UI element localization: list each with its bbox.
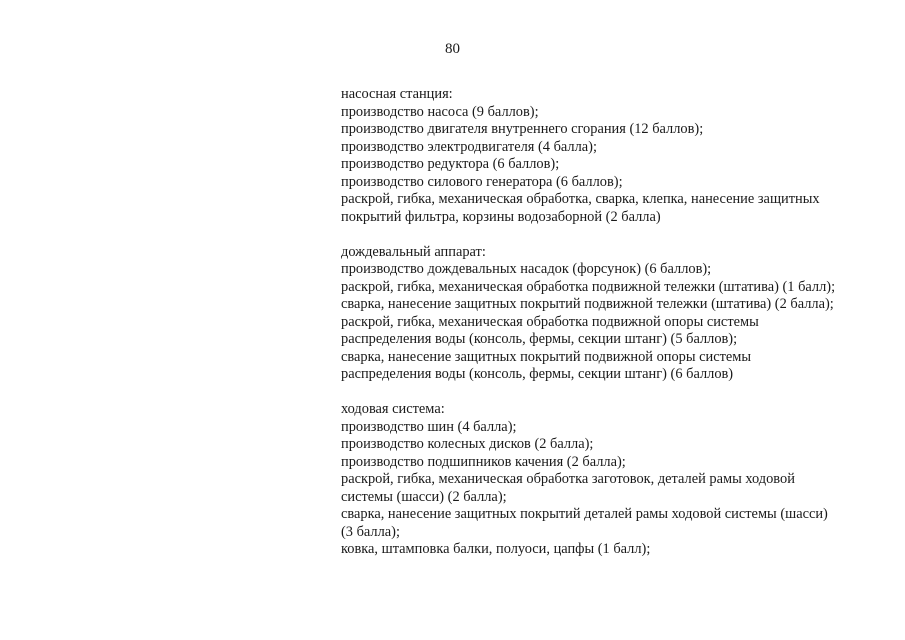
section-pump-station	[341, 86, 881, 226]
list-item: ковка, штамповка балки, полуоси, цапфы (1 балл);	[341, 541, 651, 557]
section-sprinkler-unit	[341, 244, 881, 384]
list-item: производство насоса (9 баллов);	[341, 103, 539, 120]
list-item: сварка, нанесение защитных покрытий подвижной опоры системы	[341, 348, 752, 365]
list-item: производство подшипников качения (2 балла);	[341, 453, 626, 470]
list-item: раскрой, гибка, механическая обработка заготовок, деталей рамы ходовой	[341, 471, 795, 487]
list-item: производство двигателя внутреннего сгорания (12 баллов);	[341, 121, 704, 137]
list-item: производство редуктора (6 баллов);	[341, 156, 560, 172]
list-item: сварка, нанесение защитных покрытий деталей рамы ходовой системы (шасси)	[341, 506, 828, 522]
list-item: покрытий фильтра, корзины водозаборной (2 балла)	[341, 208, 661, 225]
list-item: раскрой, гибка, механическая обработка, сварка, клепка, нанесение защитных	[341, 191, 820, 207]
section-heading: ходовая система:	[341, 401, 445, 417]
list-item: производство электродвигателя (4 балла);	[341, 138, 597, 155]
document-body	[341, 86, 881, 559]
list-item: распределения воды (консоль, фермы, секции штанг) (5 баллов);	[341, 331, 738, 347]
list-item: производство шин (4 балла);	[341, 418, 517, 435]
list-item: системы (шасси) (2 балла);	[341, 488, 507, 505]
page-number: 80	[445, 41, 460, 57]
section-running-gear	[341, 401, 881, 559]
list-item: раскрой, гибка, механическая обработка подвижной опоры системы	[341, 313, 759, 330]
list-item: производство дождевальных насадок (форсунок) (6 баллов);	[341, 261, 712, 277]
list-item: раскрой, гибка, механическая обработка подвижной тележки (штатива) (1 балл);	[341, 278, 836, 295]
list-item: производство колесных дисков (2 балла);	[341, 436, 594, 452]
section-heading: дождевальный аппарат:	[341, 243, 486, 260]
list-item: производство силового генератора (6 баллов);	[341, 173, 623, 190]
list-item: сварка, нанесение защитных покрытий подвижной тележки (штатива) (2 балла);	[341, 296, 834, 312]
list-item: (3 балла);	[341, 523, 400, 540]
section-heading: насосная станция:	[341, 86, 453, 102]
list-item: распределения воды (консоль, фермы, секции штанг) (6 баллов)	[341, 366, 734, 382]
